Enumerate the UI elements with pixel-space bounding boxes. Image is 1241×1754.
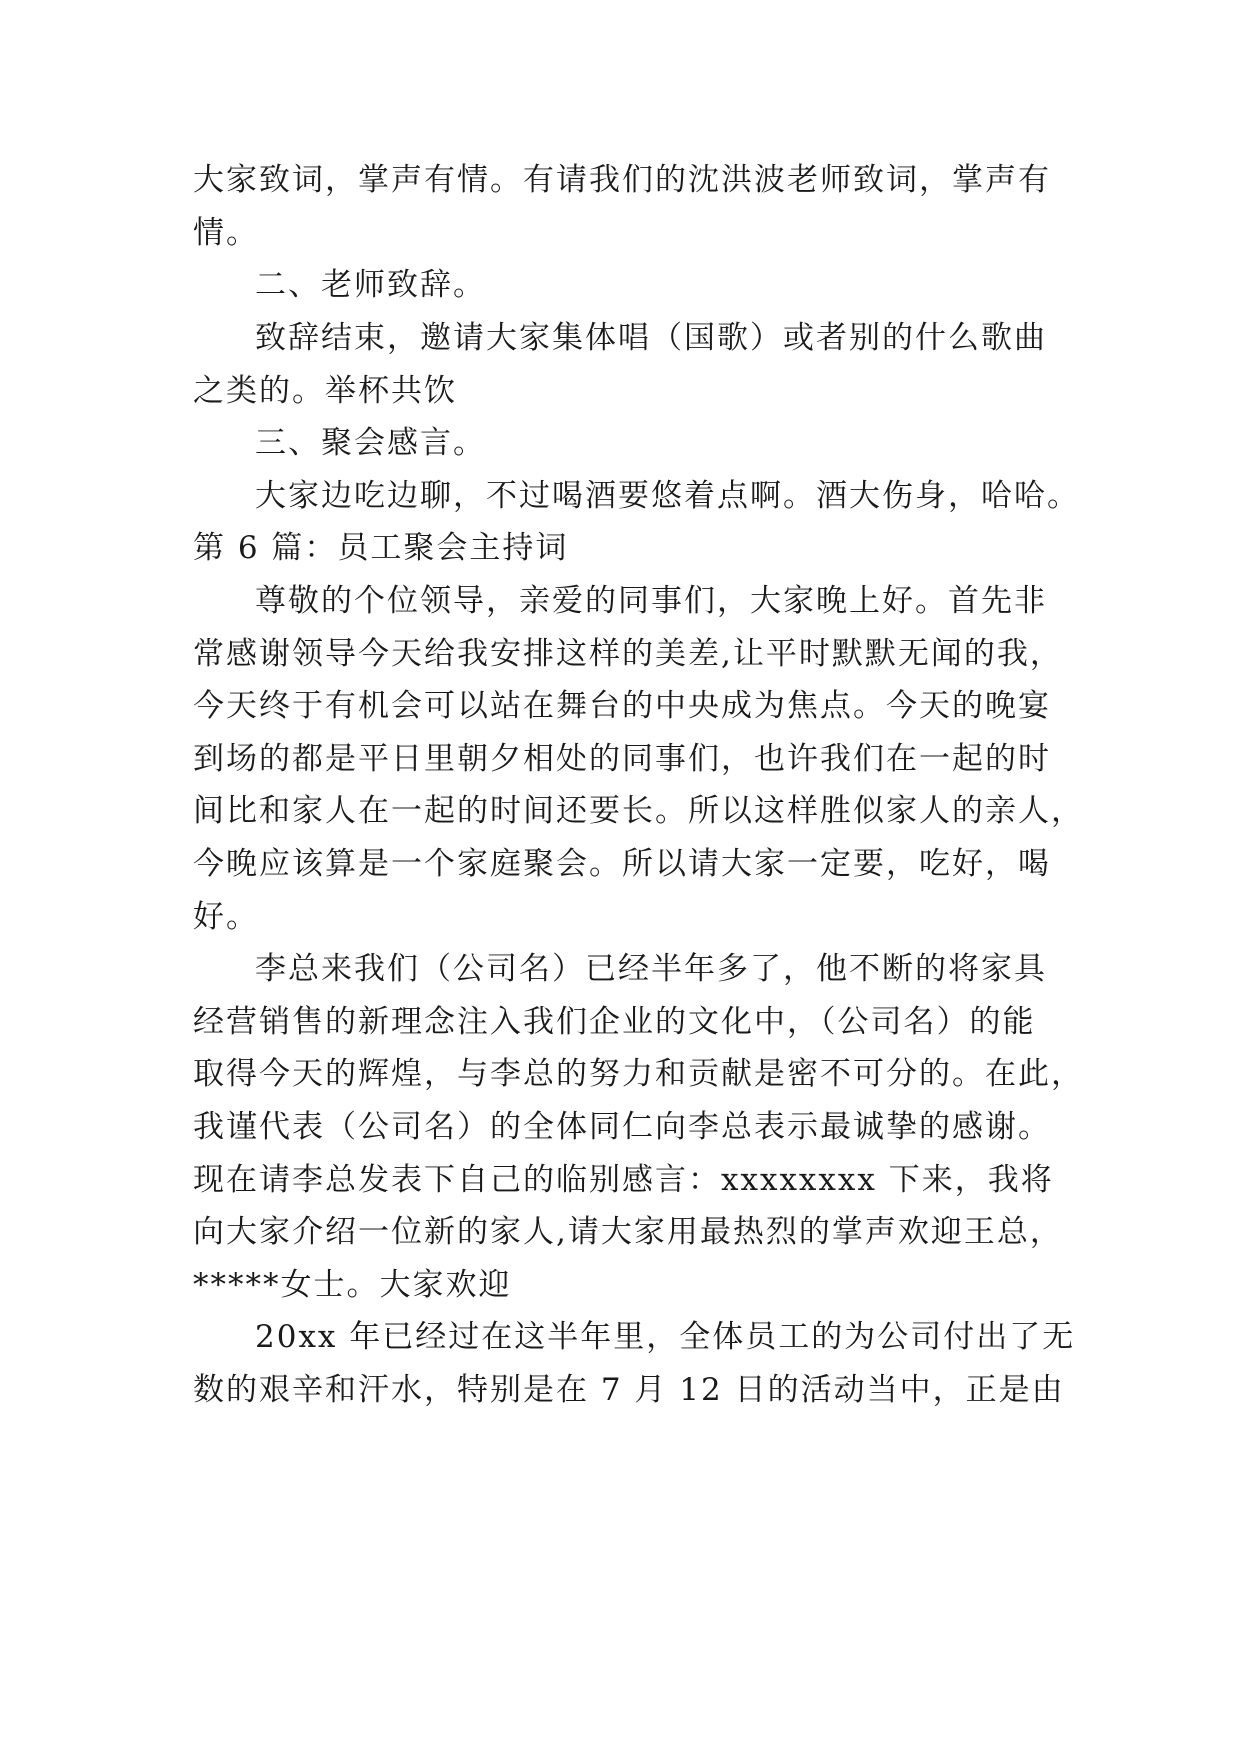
text-line: 到场的都是平日里朝夕相处的同事们，也许我们在一起的时 (193, 741, 1051, 777)
text-line: 我谨代表（公司名）的全体同仁向李总表示最诚挚的感谢。 (193, 1109, 1051, 1145)
text-line: 今天终于有机会可以站在舞台的中央成为焦点。今天的晚宴 (193, 688, 1051, 724)
text-line: 大家致词，掌声有情。有请我们的沈洪波老师致词，掌声有 (193, 162, 1051, 198)
text-line: 经营销售的新理念注入我们企业的文化中，（公司名）的能 (193, 1004, 1036, 1040)
text-line: 情。 (193, 215, 259, 251)
text-line: 大家边吃边聊，不过喝酒要悠着点啊。酒大伤身，哈哈。 (255, 478, 1080, 514)
text-line: 李总来我们（公司名）已经半年多了，他不断的将家具 (255, 951, 1047, 987)
text-line: 向大家介绍一位新的家人,请大家用最热烈的掌声欢迎王总， (193, 1214, 1063, 1250)
text-line: 现在请李总发表下自己的临别感言：xxxxxxxx 下来，我将 (193, 1162, 1054, 1198)
text-line: 常感谢领导今天给我安排这样的美差,让平时默默无闻的我， (193, 636, 1063, 672)
section-heading: 三、聚会感言。 (255, 425, 486, 461)
text-line: 20xx 年已经过在这半年里，全体员工的为公司付出了无 (255, 1319, 1076, 1355)
section-heading: 二、老师致辞。 (255, 267, 486, 303)
text-line: 之类的。举杯共饮 (193, 373, 457, 409)
text-line: *****女士。大家欢迎 (193, 1267, 512, 1303)
text-line: 好。 (193, 899, 259, 935)
text-line: 尊敬的个位领导，亲爱的同事们，大家晚上好。首先非 (255, 583, 1047, 619)
text-line: 数的艰辛和汗水，特别是在 7 月 12 日的活动当中，正是由 (193, 1372, 1065, 1408)
text-line: 今晚应该算是一个家庭聚会。所以请大家一定要，吃好，喝 (193, 846, 1051, 882)
text-line: 致辞结束，邀请大家集体唱（国歌）或者别的什么歌曲 (255, 320, 1047, 356)
text-line: 取得今天的辉煌，与李总的努力和贡献是密不可分的。在此， (193, 1056, 1084, 1092)
text-line: 间比和家人在一起的时间还要长。所以这样胜似家人的亲人， (193, 793, 1084, 829)
chapter-title: 第 6 篇：员工聚会主持词 (193, 530, 569, 566)
